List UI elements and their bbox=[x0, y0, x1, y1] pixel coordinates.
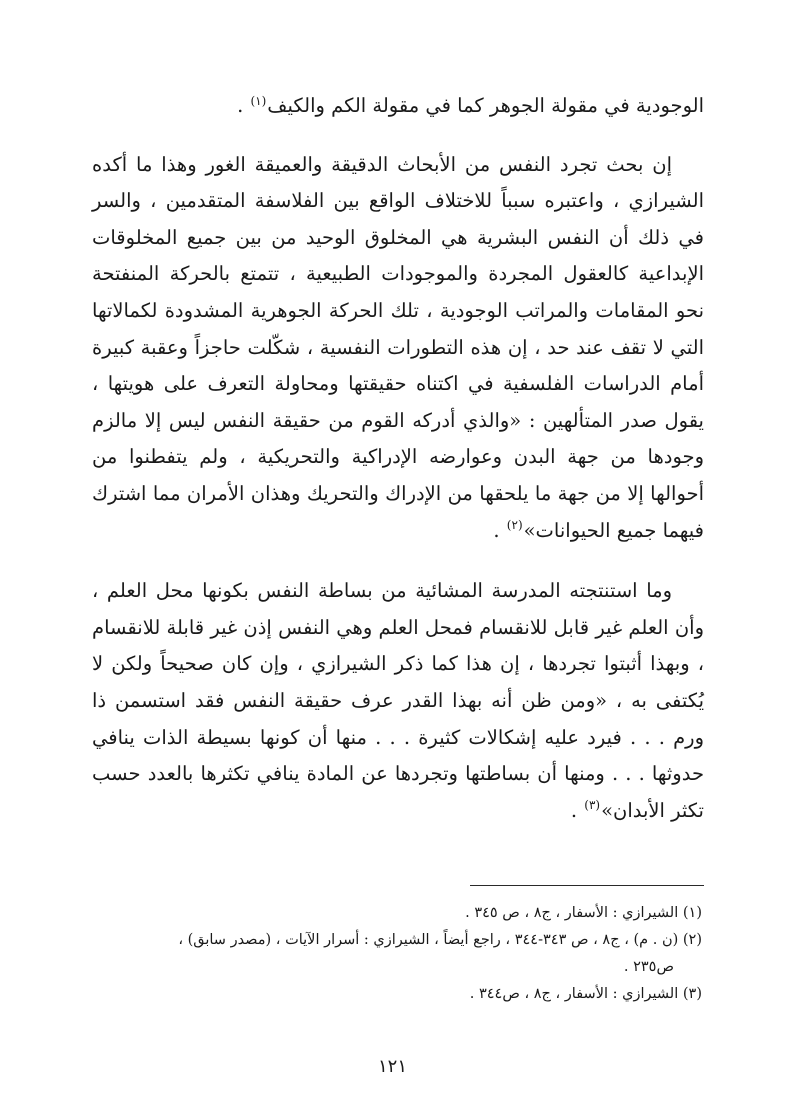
footnote-3-number: (٣) bbox=[682, 986, 702, 1002]
footnotes bbox=[92, 900, 704, 1008]
footnote-2 bbox=[92, 927, 704, 981]
main-text bbox=[92, 88, 704, 829]
footnote-2-text: (ن . م) ، ج٨ ، ص ٣٤٣-٣٤٤ ، راجع أيضاً ، الشيرازي : أسرار الآيات ، (مصدر سابق) ، bbox=[178, 932, 679, 948]
paragraph-3-text: وما استنتجته المدرسة المشائية من بساطة النفس بكونها محل العلم ، وأن العلم غير قابل للانقسام فمحل العلم وهي النفس إذن غير قابلة للانقسام ، وبهذا أثبتوا تجردها ، إن هذا كما ذكر الشيرازي ، وإن كان صحيحاً ولكن لا يُكتفى به ، «ومن ظن أنه بهذا القدر عرف حقيقة النفس فقد استسمن ذا ورم . . . فيرد عليه إشكالات كثيرة . . . منها أن كونها بسيطة الذات ينافي حدوثها . . . ومنها أن بساطتها وتجردها عن المادة ينافي تكثرها بالعدد حسب تكثر الأبدان» bbox=[92, 579, 704, 822]
footnote-3 bbox=[92, 981, 704, 1008]
footnote-2-number: (٢) bbox=[682, 932, 702, 948]
footnote-separator bbox=[470, 885, 704, 886]
footnote-3-text: الشيرازي : الأسفار ، ج٨ ، ص٣٤٤ . bbox=[469, 986, 679, 1002]
paragraph-1 bbox=[92, 88, 704, 125]
footnote-1-number: (١) bbox=[682, 905, 702, 921]
footnote-1-text: الشيرازي : الأسفار ، ج٨ ، ص ٣٤٥ . bbox=[465, 905, 679, 921]
footnote-marker-2: (٢) bbox=[506, 518, 523, 533]
paragraph-2-end: . bbox=[493, 518, 500, 542]
paragraph-2 bbox=[92, 147, 704, 550]
paragraph-3 bbox=[92, 573, 704, 829]
paragraph-3-end: . bbox=[570, 798, 578, 822]
footnote-1 bbox=[92, 900, 704, 927]
paragraph-1-text: الوجودية في مقولة الجوهر كما في مقولة الكم والكيف bbox=[267, 94, 704, 117]
page-number: ١٢١ bbox=[377, 1056, 407, 1077]
footnote-2-continuation: ص٢٣٥ . bbox=[623, 959, 674, 975]
paragraph-1-end: . bbox=[237, 94, 244, 117]
paragraph-2-text: إن بحث تجرد النفس من الأبحاث الدقيقة والعميقة الغور وهذا ما أكده الشيرازي ، واعتبره سبباً للاختلاف الواقع بين الفلاسفة المتقدمين ، والسر في ذلك أن النفس البشرية هي المخلوق الوحيد من بين جميع المخلوقات الإبداعية كالعقول المجردة والموجودات الطبيعية ، تتمتع بالحركة المنفتحة نحو المقامات والمراتب الوجودية ، تلك الحركة الجوهرية المشدودة لكمالاتها التي لا تقف عند حد ، إن هذه التطورات النفسية ، شكّلت حاجزاً وعقبة كبيرة أمام الدراسات الفلسفية في اكتناه حقيقتها ومحاولة التعرف على هويتها ، يقول صدر المتألهين : «والذي أدركه القوم من حقيقة النفس ليس إلا مالزم وجودها من جهة البدن وعوارضه الإدراكية والتحريكية ، ولم يتفطنوا من أحوالها إلا من جهة ما يلحقها من الإدراك والتحريك وهذان الأمران مما اشترك فيهما جميع الحيوانات» bbox=[92, 152, 704, 542]
footnote-marker-3: (٣) bbox=[584, 798, 601, 813]
footnote-marker-1: (١) bbox=[250, 93, 267, 108]
